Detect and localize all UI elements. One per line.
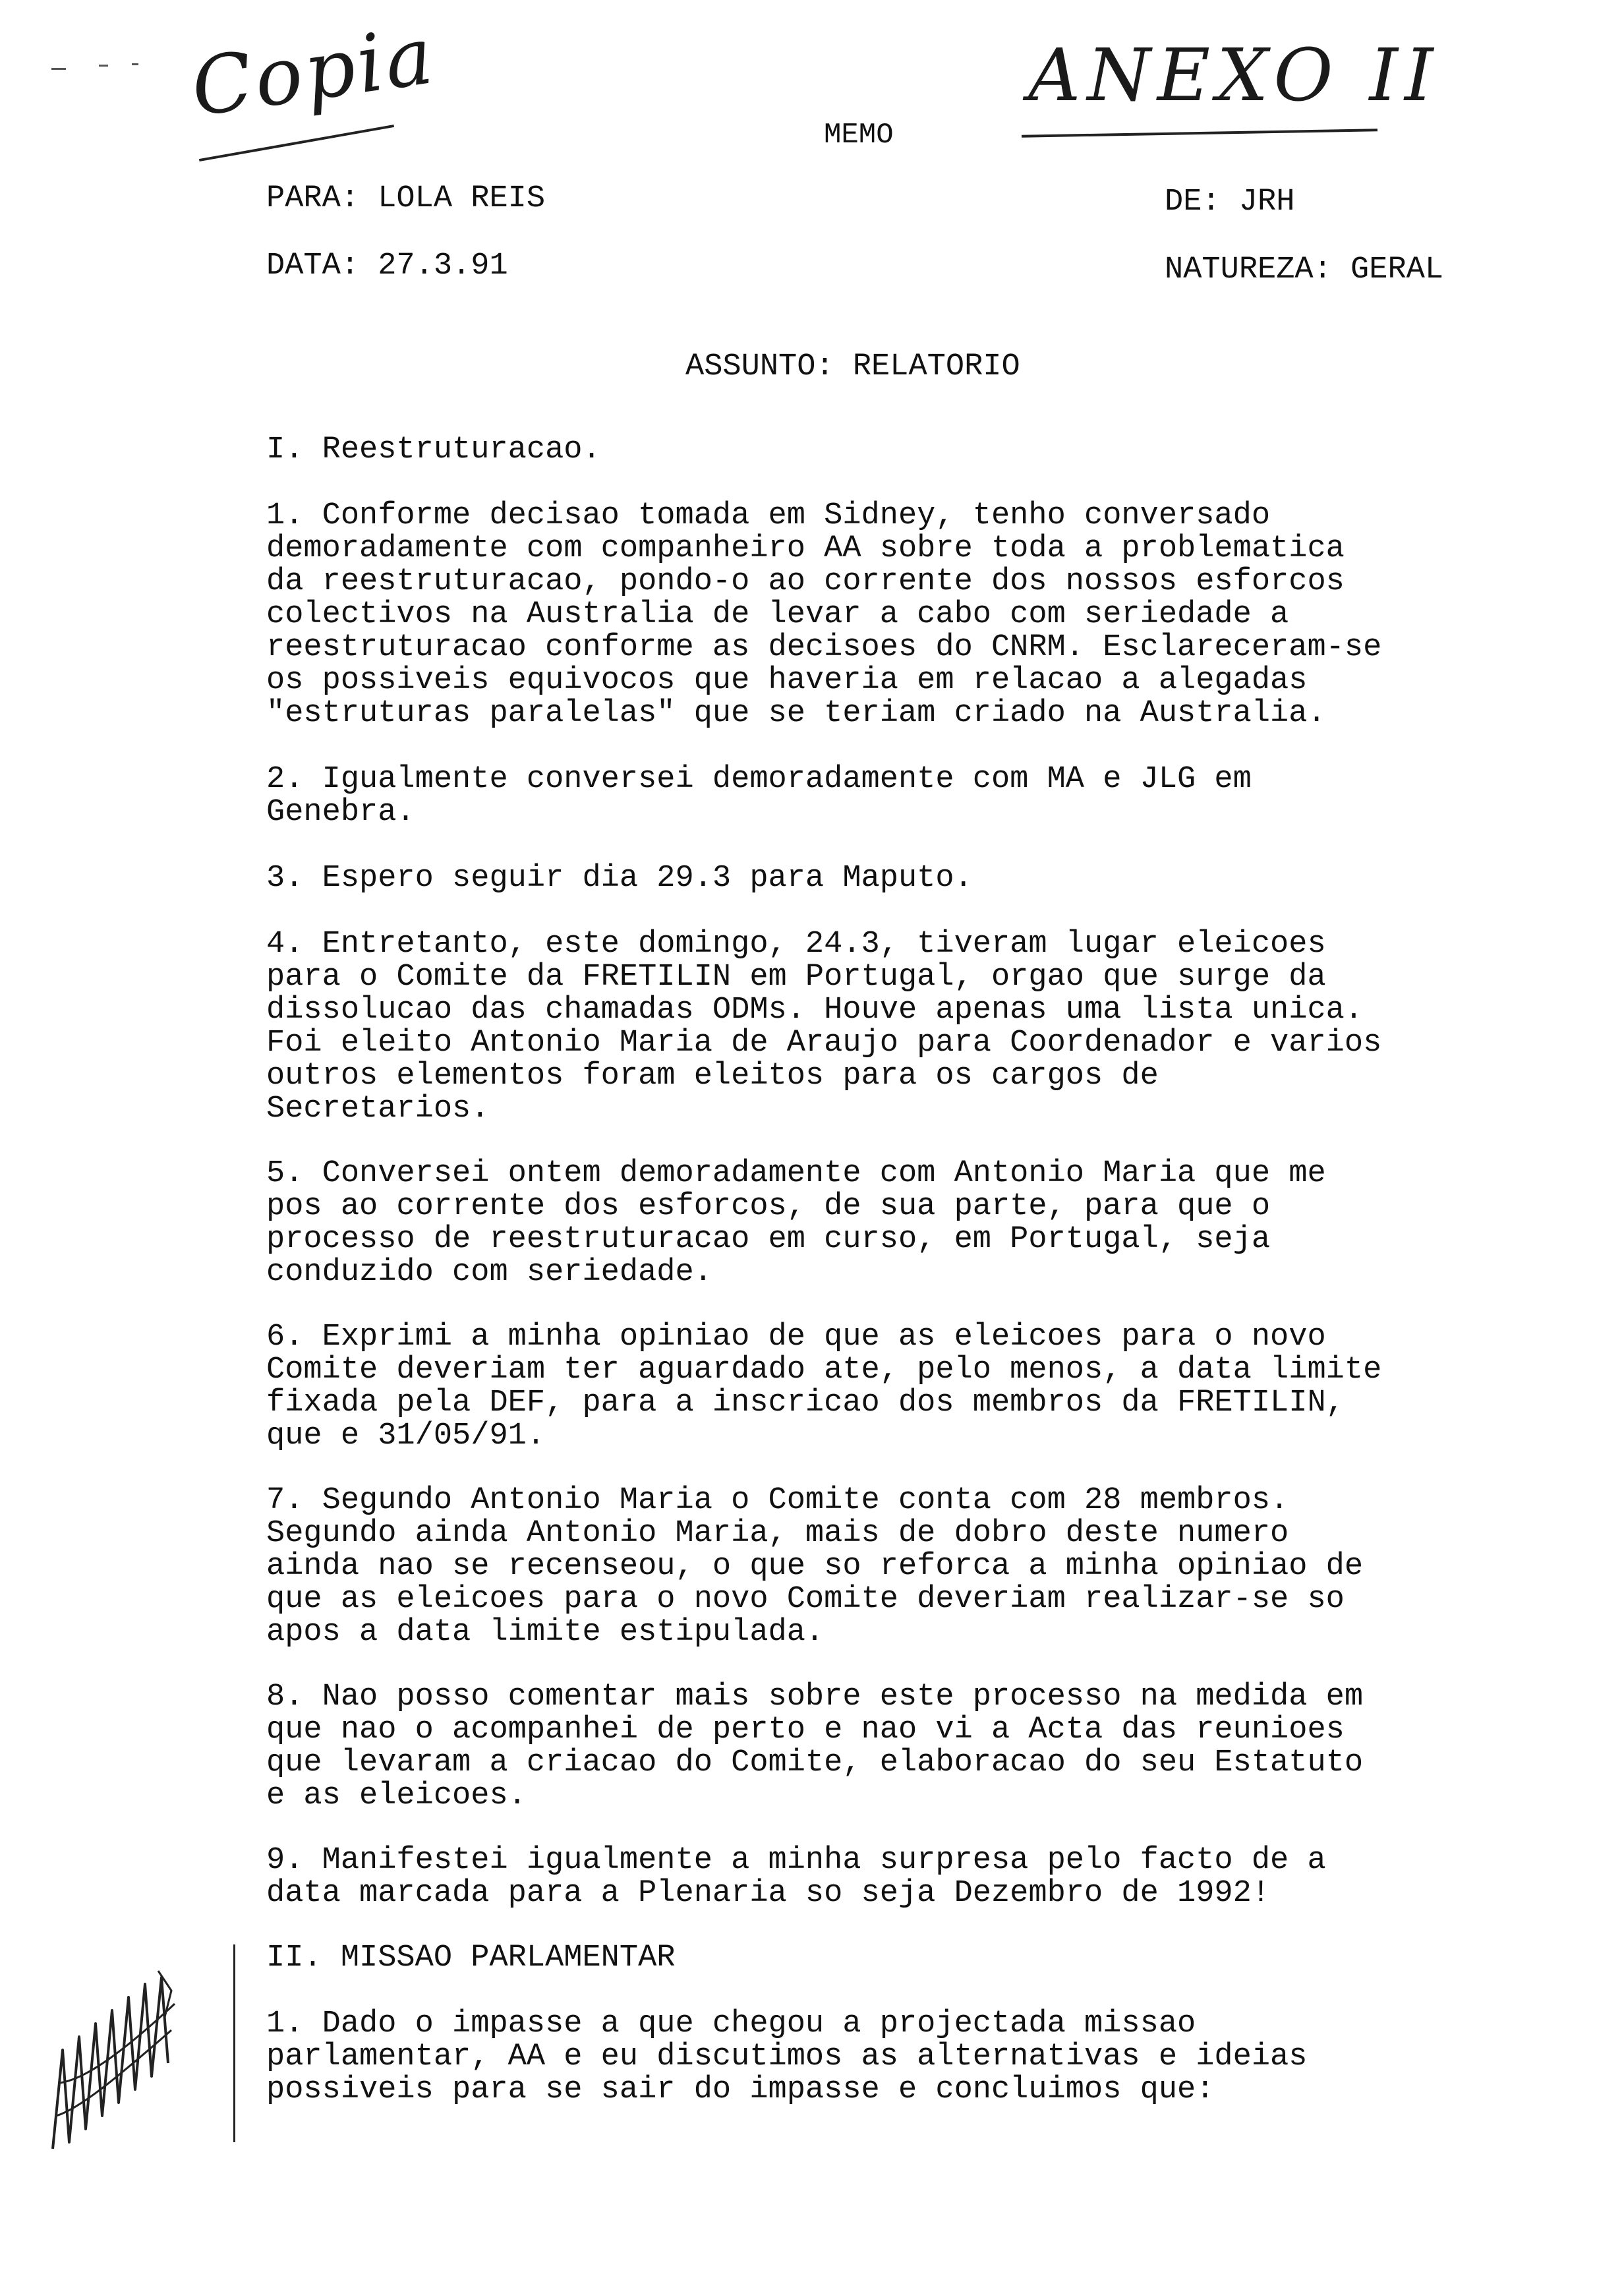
paragraph: 1. Dado o impasse a que chegou a projectada missao parlamentar, AA e eu discutimos as alternativas e ideias possiveis para se sair do impasse e concluimos que: [266,2006,1308,2107]
margin-vertical-line [233,1944,235,2142]
margin-mark [99,65,108,67]
paragraph: 5. Conversei ontem demoradamente com Antonio Maria que me pos ao corrente dos esforcos, de sua parte, para que o processo de reestruturacao em curso, em Portugal, seja conduzido com seriedade. [266,1156,1326,1290]
margin-mark [51,68,66,70]
subject-line: ASSUNTO: RELATORIO [685,349,1020,384]
handwritten-anexo: ANEXO II [1028,33,1440,117]
margin-mark [132,63,138,65]
paragraph: 3. Espero seguir dia 29.3 para Maputo. [266,861,973,896]
paragraph: 9. Manifestei igualmente a minha surpresa pelo facto de a data marcada para a Plenaria so seja Dezembro de 1992! [266,1843,1326,1911]
signature-initials [40,1951,191,2162]
handwritten-copia: Copia [186,9,441,135]
section-heading: II. MISSAO PARLAMENTAR [266,1941,676,1975]
memo-body [266,434,1505,2140]
section-heading: I. Reestruturacao. [266,432,601,467]
recipient-field: PARA: LOLA REIS [266,181,546,216]
paragraph: 6. Exprimi a minha opiniao de que as eleicoes para o novo Comite deveriam ter aguardado ate, pelo menos, a data limite fixada pela DEF, para a inscricao dos membros da FRETILIN, que e 31/05/91. [266,1320,1382,1453]
date-field: DATA: 27.3.91 [266,248,508,283]
paragraph: 7. Segundo Antonio Maria o Comite conta com 28 membros. Segundo ainda Antonio Maria, mais de dobro deste numero ainda nao se recenseou, o que so reforca a minha opiniao de que as eleicoes para o novo Comite deveriam realizar-se so apos a data limite estipulada. [266,1483,1364,1650]
paragraph: 8. Nao posso comentar mais sobre este processo na medida em que nao o acompanhei de perto e nao vi a Acta das reunioes que levaram a criacao do Comite, elaboracao do seu Estatuto e as eleicoes. [266,1679,1364,1813]
paragraph: 2. Igualmente conversei demoradamente com MA e JLG em Genebra. [266,762,1252,830]
nature-field: NATUREZA: GERAL [1165,252,1444,287]
sender-field: DE: JRH [1165,185,1295,219]
paragraph: 4. Entretanto, este domingo, 24.3, tiveram lugar eleicoes para o Comite da FRETILIN em Portugal, orgao que surge da dissolucao das chamadas ODMs. Houve apenas uma lista unica. Foi eleito Antonio Maria de Araujo para Coordenador e varios outros elementos foram eleitos para os cargos de Secretarios. [266,927,1382,1126]
paragraph: 1. Conforme decisao tomada em Sidney, tenho conversado demoradamente com companheiro AA sobre toda a problematica da reestruturacao, pondo-o ao corrente dos nossos esforcos colectivos na Australia de levar a cabo com seriedade a reestruturacao conforme as decisoes do CNRM. Esclareceram-se os possiveis equivocos que haveria em relacao a alegadas "estruturas paralelas" que se teriam criado na Australia. [266,498,1382,731]
memo-title: MEMO [824,119,894,152]
handwritten-underline [1022,129,1378,137]
